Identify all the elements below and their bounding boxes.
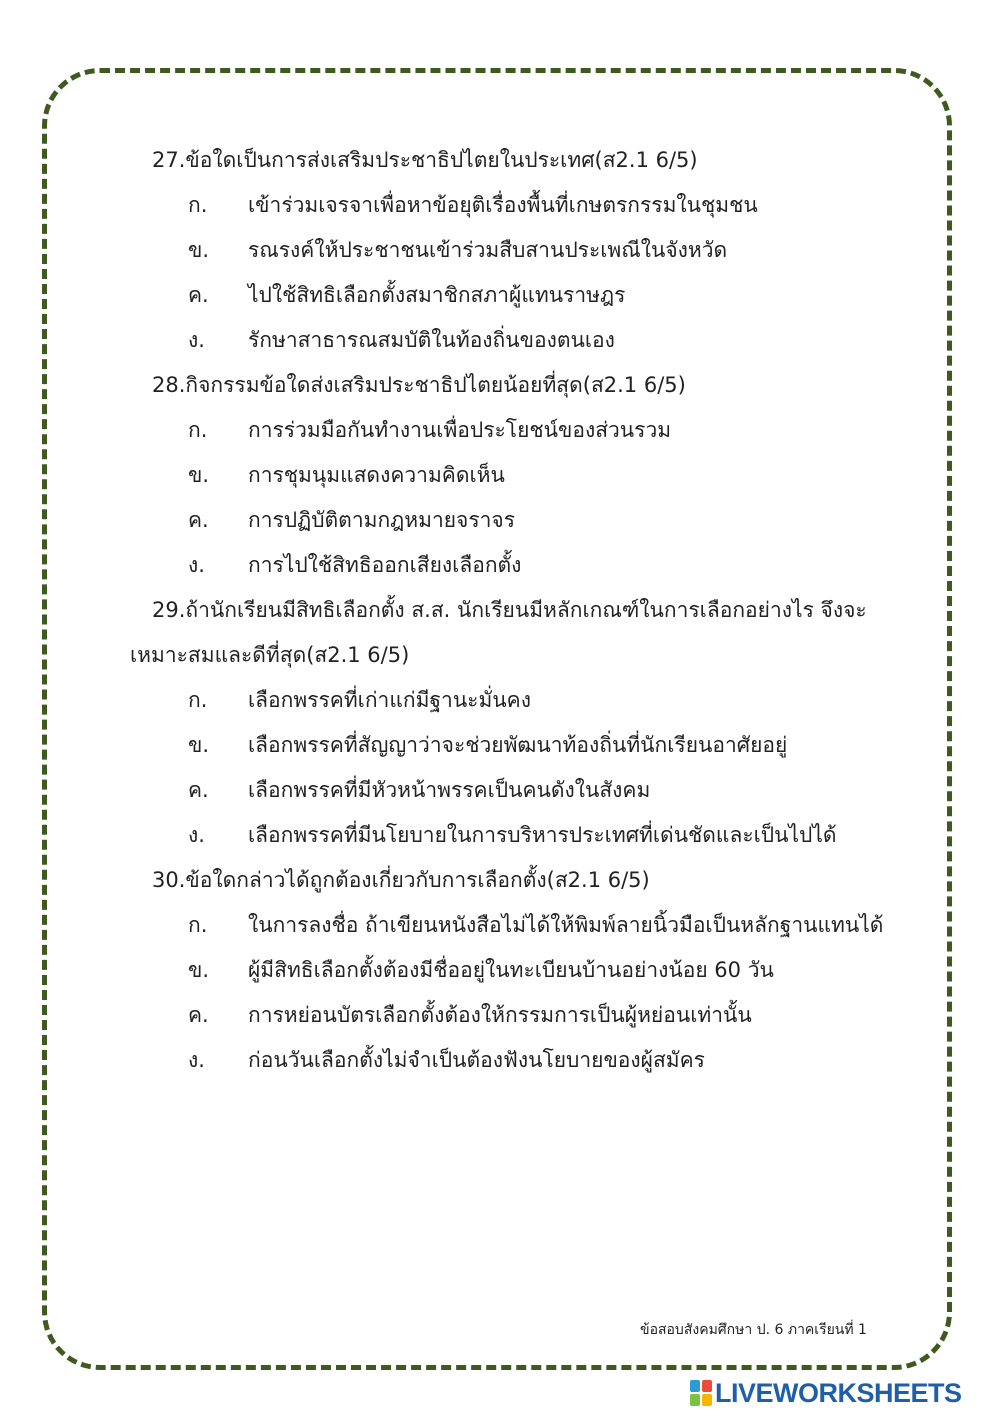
option-letter: ข. — [188, 238, 210, 262]
question-text: กิจกรรมข้อใดส่งเสริมประชาธิปไตยน้อยที่สุด(ส2.1 6/5) — [185, 373, 686, 397]
question-number: 29. — [152, 598, 186, 622]
option-text: การชุมนุมแสดงความคิดเห็น — [248, 463, 505, 487]
option-text: รณรงค์ให้ประชาชนเข้าร่วมสืบสานประเพณีในจังหวัด — [248, 238, 728, 262]
question-number: 30. — [152, 868, 186, 892]
option-text: รักษาสาธารณสมบัติในท้องถิ่นของตนเอง — [248, 328, 615, 352]
option-text: ก่อนวันเลือกตั้งไม่จำเป็นต้องฟังนโยบายของผู้สมัคร — [248, 1048, 705, 1072]
option-letter: ค. — [188, 283, 209, 307]
option-text: ผู้มีสิทธิเลือกตั้งต้องมีชื่ออยู่ในทะเบียนบ้านอย่างน้อย 60 วัน — [248, 958, 774, 982]
option-text: การหย่อนบัตรเลือกตั้งต้องให้กรรมการเป็นผู้หย่อนเท่านั้น — [248, 1003, 752, 1027]
option-text: เลือกพรรคที่สัญญาว่าจะช่วยพัฒนาท้องถิ่นที่นักเรียนอาศัยอยู่ — [248, 733, 788, 757]
question-27 — [152, 145, 698, 175]
option-letter: ง. — [188, 328, 205, 352]
option-letter: ก. — [188, 193, 208, 217]
brand-name: LIVEWORKSHEETS — [715, 1377, 962, 1408]
option-text: การไปใช้สิทธิออกเสียงเลือกตั้ง — [248, 553, 522, 577]
question-text-continued: เหมาะสมและดีที่สุด(ส2.1 6/5) — [130, 643, 410, 667]
option-text: การร่วมมือกันทำงานเพื่อประโยชน์ของส่วนรวม — [248, 418, 672, 442]
option-letter: ก. — [188, 418, 208, 442]
option-letter: ข. — [188, 463, 210, 487]
question-text: ถ้านักเรียนมีสิทธิเลือกตั้ง ส.ส. นักเรียนมีหลักเกณฑ์ในการเลือกอย่างไร จึงจะ — [185, 598, 867, 622]
question-text: ข้อใดเป็นการส่งเสริมประชาธิปไตยในประเทศ(ส2.1 6/5) — [185, 148, 698, 172]
question-28 — [152, 370, 686, 400]
option-letter: ก. — [188, 913, 208, 937]
option-letter: ค. — [188, 1003, 209, 1027]
option-letter: ก. — [188, 688, 208, 712]
option-letter: ข. — [188, 958, 210, 982]
option-letter: ค. — [188, 778, 209, 802]
option-letter: ข. — [188, 733, 210, 757]
option-text: เลือกพรรคที่มีนโยบายในการบริหารประเทศที่เด่นชัดและเป็นไปได้ — [248, 823, 837, 847]
option-text: ในการลงชื่อ ถ้าเขียนหนังสือไม่ได้ให้พิมพ์ลายนิ้วมือเป็นหลักฐานแทนได้ — [248, 913, 884, 937]
option-letter: ค. — [188, 508, 209, 532]
question-number: 28. — [152, 373, 186, 397]
question-text: ข้อใดกล่าวได้ถูกต้องเกี่ยวกับการเลือกตั้ง(ส2.1 6/5) — [185, 868, 650, 892]
option-text: เลือกพรรคที่มีหัวหน้าพรรคเป็นคนดังในสังคม — [248, 778, 651, 802]
question-29 — [152, 595, 867, 625]
question-29-continued — [130, 640, 409, 670]
option-letter: ง. — [188, 1048, 205, 1072]
liveworksheets-logo-icon — [690, 1380, 712, 1406]
option-letter: ง. — [188, 553, 205, 577]
option-letter: ง. — [188, 823, 205, 847]
liveworksheets-brand[interactable] — [690, 1378, 962, 1408]
question-30 — [152, 865, 650, 895]
question-number: 27. — [152, 148, 186, 172]
option-text: การปฏิบัติตามกฎหมายจราจร — [248, 508, 516, 532]
option-text: เลือกพรรคที่เก่าแก่มีฐานะมั่นคง — [248, 688, 531, 712]
option-text: เข้าร่วมเจรจาเพื่อหาข้อยุติเรื่องพื้นที่เกษตรกรรมในชุมชน — [248, 193, 758, 217]
option-text: ไปใช้สิทธิเลือกตั้งสมาชิกสภาผู้แทนราษฎร — [248, 283, 626, 307]
footer-note: ข้อสอบสังคมศึกษา ป. 6 ภาคเรียนที่ 1 — [640, 1322, 867, 1338]
